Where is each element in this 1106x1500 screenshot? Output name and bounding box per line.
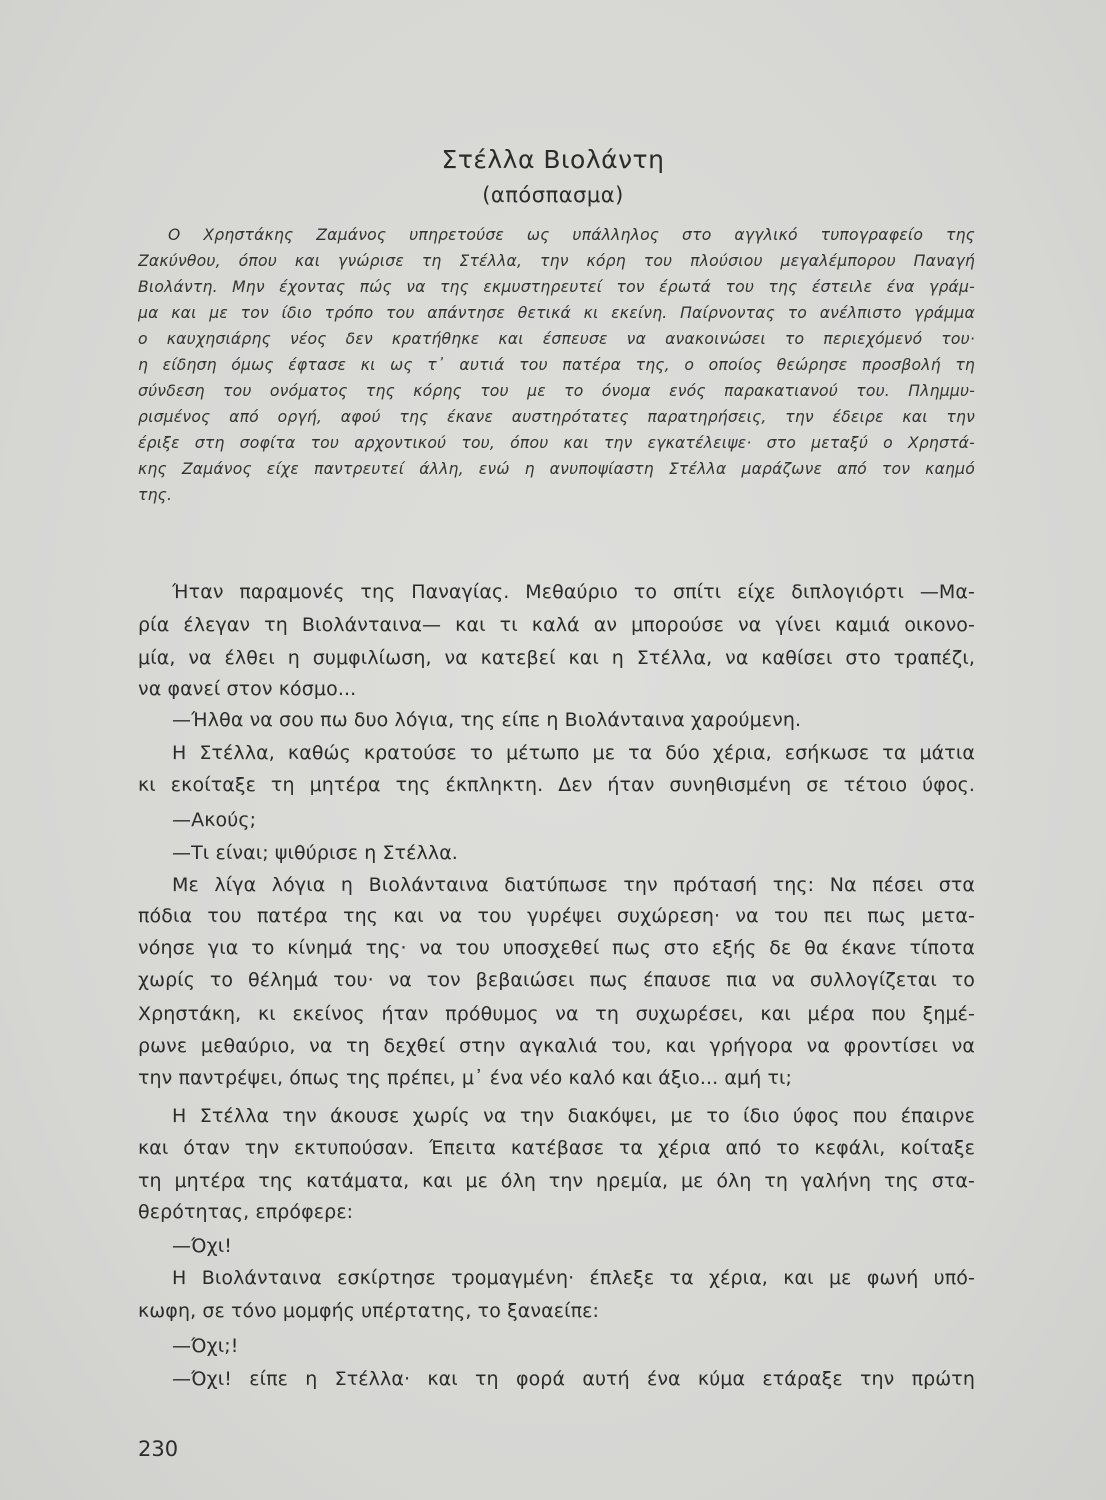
main-text-line: κωφη, σε τόνο μομφής υπέρτατης, το ξαναείπε: [138,1300,600,1322]
main-text-line: και όταν την εκτυπούσαν. Έπειτα κατέβασε τα χέρια από το κεφάλι, κοίταξε [138,1137,975,1159]
main-text-line: νόησε για το κίνημά της· να του υποσχεθεί πως στο εξής δε θα έκανε τίποτα [138,937,975,959]
intro-text-line: Ζακύνθου, όπου και γνώρισε τη Στέλλα, την κόρη του πλούσιου μεγαλέμπορου Παναγή [138,252,975,270]
main-text-line: Η Στέλλα, καθώς κρατούσε το μέτωπο με τα δύο χέρια, εσήκωσε τα μάτια [172,742,975,764]
main-text-line: πόδια του πατέρα της και να του γυρέψει συχώρεση· να του πει πως μετα- [138,905,975,927]
main-text-line: τη μητέρα της κατάματα, και με όλη την ηρεμία, με όλη τη γαλήνη της στα- [138,1170,975,1192]
main-text-line: —Ακούς; [172,809,257,831]
intro-text-line: Ο Χρηστάκης Ζαμάνος υπηρετούσε ως υπάλληλος στο αγγλικό τυπογραφείο της [168,226,975,244]
main-text-line: χωρίς το θέλημά του· να τον βεβαιώσει πως έπαυσε πια να συλλογίζεται το [138,969,975,991]
intro-text-line: της. [138,486,173,504]
intro-text-line: έριξε στη σοφίτα του αρχοντικού του, όπου και την εγκατέλειψε· στο μεταξύ ο Χρηστά- [138,434,975,452]
main-text-line: —Ήλθα να σου πω δυο λόγια, της είπε η Βιολάνταινα χαρούμενη. [172,709,802,731]
page-number: 230 [138,1437,179,1461]
main-text-line: —Όχι! [172,1235,232,1257]
intro-text-line: κης Ζαμάνος είχε παντρευτεί άλλη, ενώ η ανυποψίαστη Στέλλα μαράζωνε από τον καημό [138,460,975,478]
intro-text-line: σύνδεση του ονόματος της κόρης του με το όνομα ενός παρακατιανού του. Πλημμυ- [138,382,975,400]
chapter-subtitle: (απόσπασμα) [482,183,624,207]
intro-text-line: η είδηση όμως έφτασε κι ως τ᾿ αυτιά του πατέρα της, ο οποίος θεώρησε προσβολή τη [138,356,975,374]
intro-text-line: ρισμένος από οργή, αφού της έκανε αυστηρότατες παρατηρήσεις, την έδειρε και την [138,408,975,426]
main-text-line: Με λίγα λόγια η Βιολάνταινα διατύπωσε την πρότασή της: Να πέσει στα [172,874,975,896]
main-text-line: την παντρέψει, όπως της πρέπει, μ᾿ ένα νέο καλό και άξιο... αμή τι; [138,1067,793,1089]
main-text-line: ρωνε μεθαύριο, να τη δεχθεί στην αγκαλιά του, και γρήγορα να φροντίσει να [138,1035,975,1057]
main-text-line: —Όχι;! [172,1335,239,1357]
main-text-line: θερότητας, επρόφερε: [138,1201,354,1223]
main-text-line: μία, να έλθει η συμφιλίωση, να κατεβεί και η Στέλλα, να καθίσει στο τραπέζι, [138,647,975,669]
intro-text-line: Βιολάντη. Μην έχοντας πώς να της εκμυστηρευτεί τον έρωτά του της έστειλε ένα γράμ- [138,278,975,296]
main-text-line: Η Βιολάνταινα εσκίρτησε τρομαγμένη· έπλεξε τα χέρια, και με φωνή υπό- [172,1267,975,1289]
chapter-title: Στέλλα Βιολάντη [441,145,665,174]
main-text-line: κι εκοίταξε τη μητέρα της έκπληκτη. Δεν ήταν συνηθισμένη σε τέτοιο ύφος. [138,774,975,796]
main-text-line: —Τι είναι; ψιθύρισε η Στέλλα. [172,842,458,864]
main-text-line: Χρηστάκη, κι εκείνος ήταν πρόθυμος να τη συχωρέσει, και μέρα που ξημέ- [138,1003,975,1025]
main-text-line: Ήταν παραμονές της Παναγίας. Μεθαύριο το σπίτι είχε διπλογιόρτι —Μα- [172,581,975,603]
main-text-line: να φανεί στον κόσμο... [138,678,357,700]
intro-text-line: μα και με τον ίδιο τρόπο του απάντησε θετικά κι εκείνη. Παίρνοντας το ανέλπιστο γράμμα [138,304,975,322]
main-text-line: —Όχι! είπε η Στέλλα· και τη φορά αυτή ένα κύμα ετάραξε την πρώτη [172,1368,975,1390]
intro-text-line: ο καυχησιάρης νέος δεν κρατήθηκε και έσπευσε να ανακοινώσει το περιεχόμενό του· [138,330,975,348]
main-text-line: ρία έλεγαν τη Βιολάνταινα— και τι καλά αν μπορούσε να γίνει καμιά οικονο- [138,614,975,636]
main-text-line: Η Στέλλα την άκουσε χωρίς να την διακόψει, με το ίδιο ύφος που έπαιρνε [172,1105,975,1127]
